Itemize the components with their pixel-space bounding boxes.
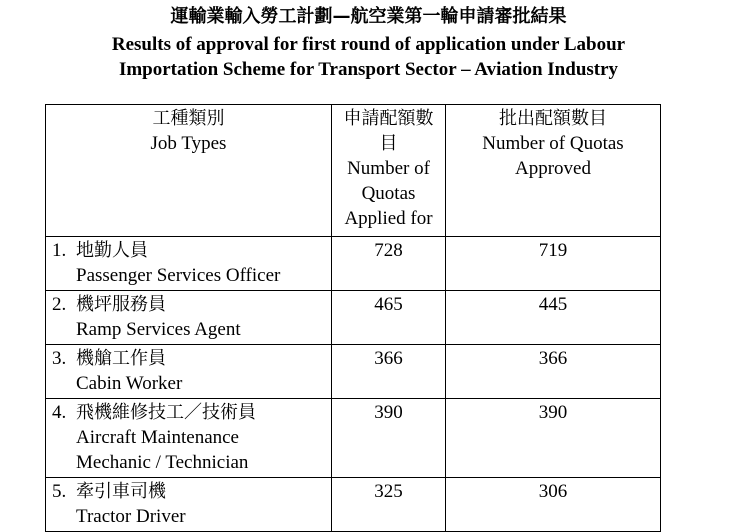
- job-cell: [46, 291, 332, 345]
- job-name-en: Passenger Services Officer: [76, 265, 281, 286]
- header-approved-en-1: Number of Quotas: [482, 133, 624, 154]
- job-cell: [46, 345, 332, 399]
- job-name-en-line-2: Mechanic / Technician: [76, 452, 249, 473]
- header-job-types-en: Job Types: [150, 133, 227, 154]
- title-english: [0, 32, 737, 82]
- header-job-types-zh: 工種類別: [152, 108, 225, 129]
- row-index: 2.: [52, 294, 67, 315]
- job-name-zh: 機艙工作員: [76, 348, 166, 369]
- job-cell: [46, 478, 332, 532]
- table-row: [46, 478, 661, 532]
- quotas-applied-cell: 325: [332, 478, 446, 532]
- title-english-line-1: Results of approval for first round of application under Labour: [111, 34, 626, 55]
- title-english-line-2: Importation Scheme for Transport Sector – Aviation Industry: [118, 59, 619, 80]
- quotas-applied-cell: 390: [332, 399, 446, 478]
- header-applied-zh-1: 申請配額數: [343, 108, 434, 129]
- quotas-approved-cell: 719: [446, 237, 661, 291]
- quotas-approved-cell: 445: [446, 291, 661, 345]
- job-name-zh: 牽引車司機: [76, 481, 166, 502]
- header-applied-en-1: Number of: [347, 158, 430, 179]
- title-chinese: 運輸業輸入勞工計劃—航空業第一輪申請審批結果: [170, 6, 567, 27]
- row-index: 4.: [52, 402, 67, 423]
- job-name-zh: 飛機維修技工／技術員: [76, 402, 256, 423]
- row-index: 3.: [52, 348, 67, 369]
- row-index: 5.: [52, 481, 67, 502]
- quotas-approved-cell: 390: [446, 399, 661, 478]
- table-row: [46, 291, 661, 345]
- job-name-en: Aircraft Maintenance: [76, 427, 239, 448]
- table-header-row: [46, 105, 661, 237]
- job-name-en: Tractor Driver: [76, 506, 186, 527]
- job-name-zh: 地勤人員: [76, 240, 148, 261]
- header-quotas-applied: [332, 105, 446, 237]
- header-quotas-approved: [446, 105, 661, 237]
- header-applied-zh-2: 目: [379, 133, 398, 154]
- job-cell: [46, 237, 332, 291]
- job-name-en: Ramp Services Agent: [76, 319, 241, 340]
- quota-table: [45, 104, 661, 532]
- table-row: [46, 399, 661, 478]
- job-name-zh: 機坪服務員: [76, 294, 166, 315]
- header-job-types: [46, 105, 332, 237]
- row-index: 1.: [52, 240, 67, 261]
- quotas-applied-cell: 728: [332, 237, 446, 291]
- header-applied-en-3: Applied for: [344, 208, 433, 229]
- header-approved-zh: 批出配額數目: [499, 108, 607, 129]
- quotas-approved-cell: 306: [446, 478, 661, 532]
- quotas-applied-cell: 366: [332, 345, 446, 399]
- quotas-approved-cell: 366: [446, 345, 661, 399]
- table-row: [46, 345, 661, 399]
- header-applied-en-2: Quotas: [361, 183, 416, 204]
- job-name-en: Cabin Worker: [76, 373, 183, 394]
- table-row: [46, 237, 661, 291]
- quotas-applied-cell: 465: [332, 291, 446, 345]
- job-cell: [46, 399, 332, 478]
- header-approved-en-2: Approved: [515, 158, 591, 179]
